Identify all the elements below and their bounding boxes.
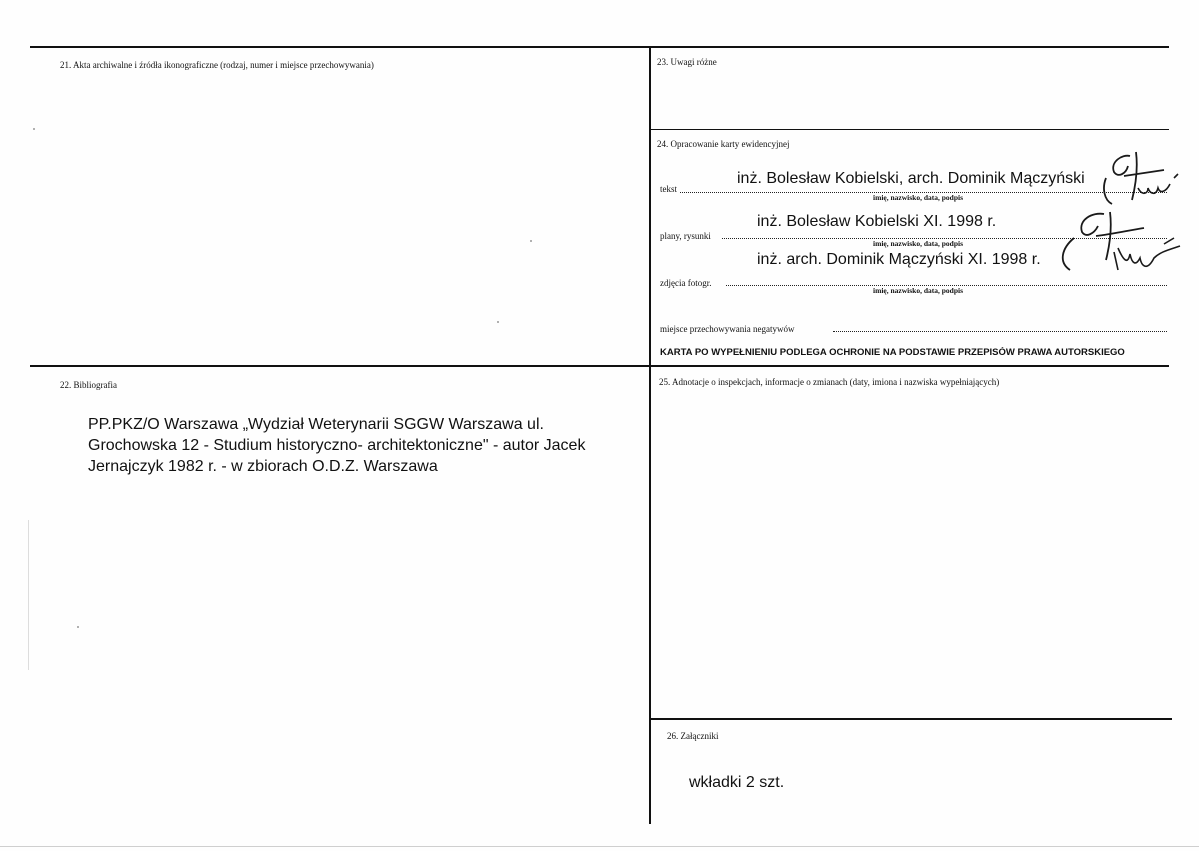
field-caption: imię, nazwisko, data, podpis [873, 239, 964, 248]
scan-speck [497, 321, 499, 323]
copyright-notice: KARTA PO WYPEŁNIENIU PODLEGA OCHRONIE NA PODSTAWIE PRZEPISÓW PRAWA AUTORSKIEGO [660, 347, 1125, 358]
signature-2-icon [1044, 208, 1184, 278]
section-25-label: 25. Adnotacje o inspekcjach, informacje o zmianach (daty, imiona i nazwiska wypełniających) [659, 377, 1000, 387]
field-label-photos: zdjęcia fotogr. [660, 278, 712, 288]
attachments-value: wkładki 2 szt. [689, 774, 785, 791]
field-value-text: inż. Bolesław Kobielski, arch. Dominik Mączyński [737, 170, 1085, 187]
bibliography-entry: PP.PKZ/O Warszawa „Wydział Weterynarii SGGW Warszawa ul. Grochowska 12 - Studium historyczno- architektoniczne" - autor Jacek Jernajczyk 1982 r. - w zbiorach O.D.Z. Warszawa [88, 416, 586, 475]
center-divider [649, 46, 651, 824]
signature-1-icon [1092, 148, 1182, 208]
field-label-plans: plany, rysunki [660, 231, 711, 241]
section-21-label: 21. Akta archiwalne i źródła ikonograficzne (rodzaj, numer i miejsce przechowywania) [60, 60, 374, 70]
section-25-26-divider [650, 718, 1172, 720]
scan-bottom-edge [0, 846, 1199, 847]
middle-rule [30, 365, 1169, 367]
section-23-label: 23. Uwagi różne [657, 57, 717, 67]
top-rule [30, 46, 1169, 48]
dotted-line [833, 331, 1167, 332]
scan-speck [530, 240, 532, 242]
field-caption: imię, nazwisko, data, podpis [873, 286, 964, 295]
section-22-label: 22. Bibliografia [60, 380, 117, 390]
negatives-storage-label: miejsce przechowywania negatywów [660, 324, 795, 334]
field-label-text: tekst [660, 184, 677, 194]
field-value-plans: inż. Bolesław Kobielski XI. 1998 r. [757, 213, 997, 230]
field-caption: imię, nazwisko, data, podpis [873, 193, 964, 202]
section-24-label: 24. Opracowanie karty ewidencyjnej [657, 139, 790, 149]
section-26-label: 26. Załączniki [667, 731, 719, 741]
scan-speck [77, 626, 79, 628]
section-23-24-divider [650, 129, 1169, 130]
field-value-photos: inż. arch. Dominik Mączyński XI. 1998 r. [757, 251, 1041, 268]
scan-speck [33, 128, 35, 130]
scan-speck [28, 520, 29, 670]
